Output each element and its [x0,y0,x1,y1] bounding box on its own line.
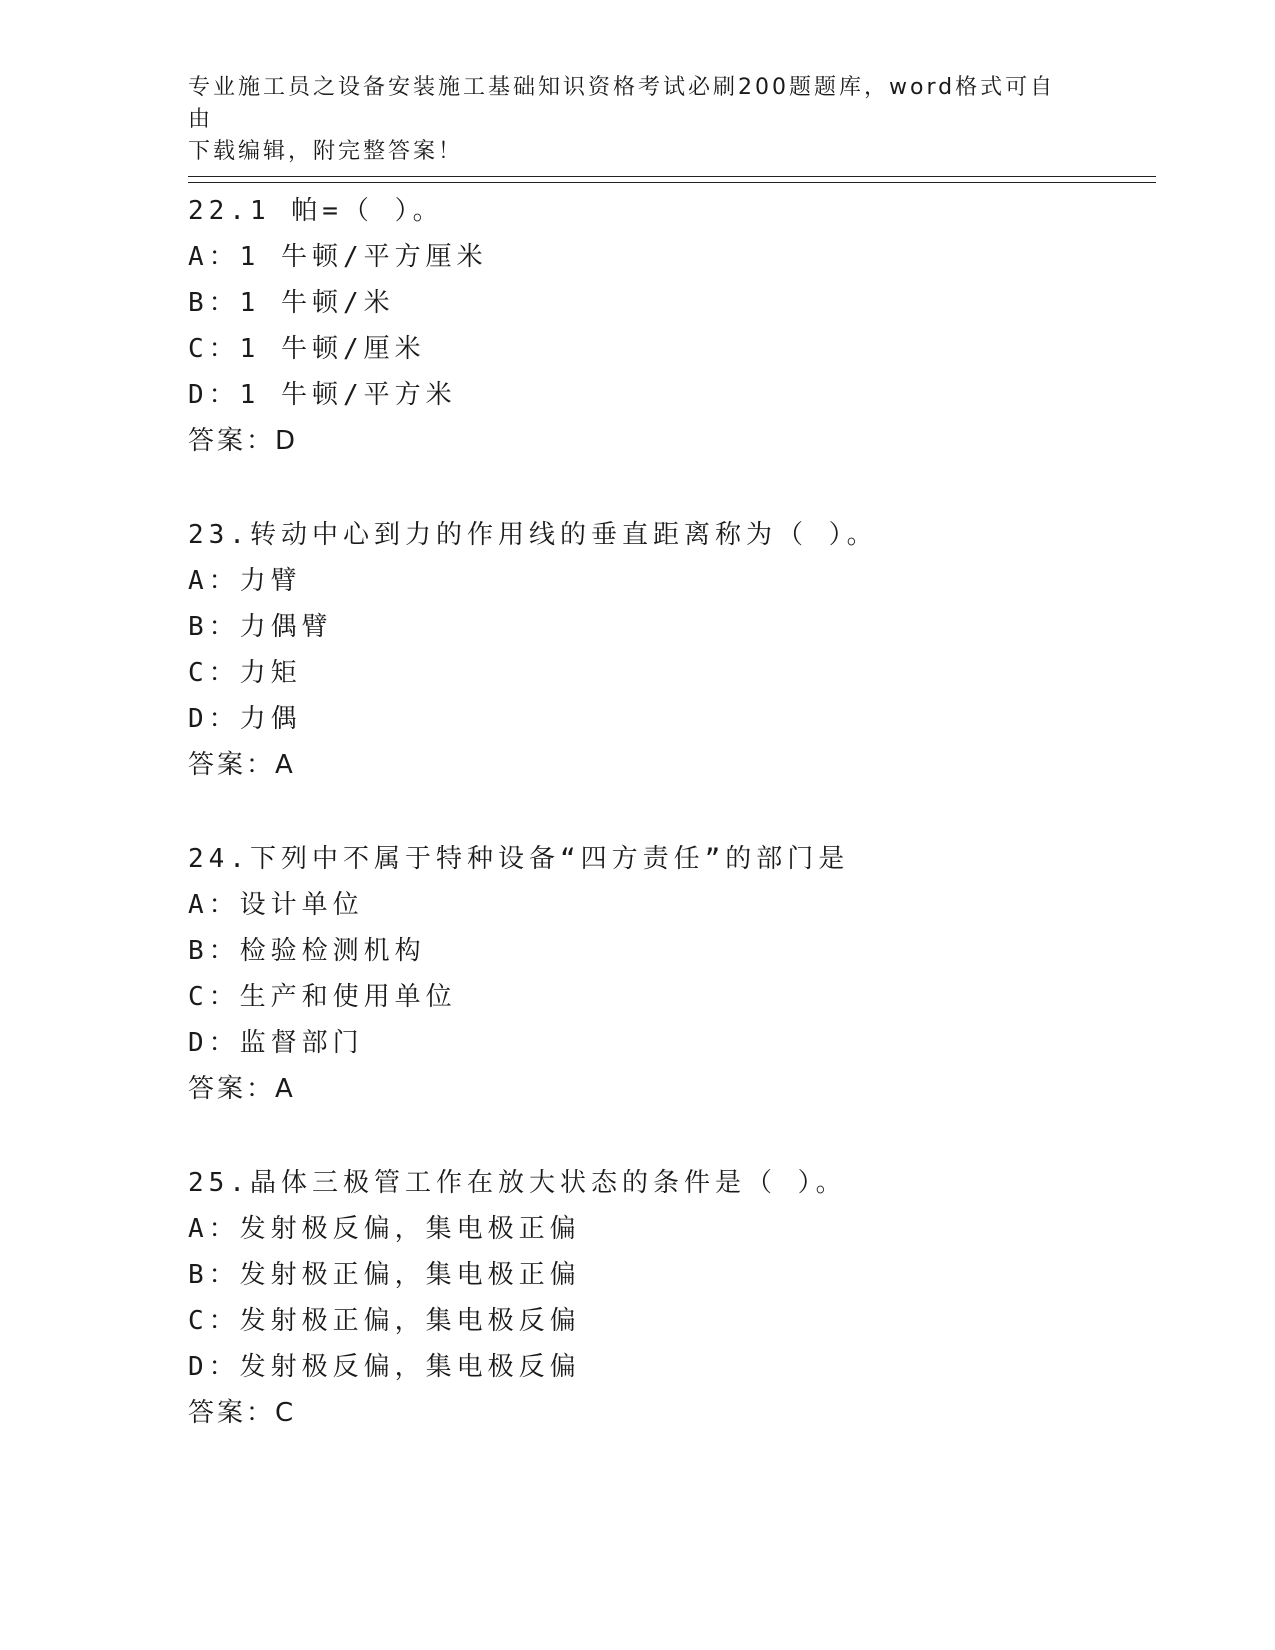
question-25 [188,1160,1148,1436]
option-c: C：力矩 [188,658,302,688]
option-c: C：生产和使用单位 [188,982,457,1012]
question-stem: 25.晶体三极管工作在放大状态的条件是（ ）。 [188,1168,847,1198]
answer-line: 答案：C [188,1398,297,1428]
question-stem: 22.1 帕=（ ）。 [188,196,444,226]
option-b: B：发射极正偏，集电极正偏 [188,1260,581,1290]
header-line-1: 专业施工员之设备安装施工基础知识资格考试必刷200题题库，word格式可自由 [188,75,1056,132]
answer-line: 答案：A [188,1074,296,1104]
option-a: A：发射极反偏，集电极正偏 [188,1214,581,1244]
question-stem: 24.下列中不属于特种设备“四方责任”的部门是 [188,844,850,874]
option-b: B：力偶臂 [188,612,333,642]
header-divider-top [188,176,1156,177]
document-header [188,72,1068,168]
option-d: D：监督部门 [188,1028,364,1058]
question-list [188,188,1148,1484]
answer-line: 答案：D [188,426,299,456]
option-b: B：1 牛顿/米 [188,288,395,318]
option-b: B：检验检测机构 [188,936,426,966]
header-line-2: 下载编辑，附完整答案！ [188,139,464,164]
option-d: D：1 牛顿/平方米 [188,380,457,410]
answer-line: 答案：A [188,750,296,780]
option-a: A：1 牛顿/平方厘米 [188,242,488,272]
question-24 [188,836,1148,1112]
option-c: C：发射极正偏，集电极反偏 [188,1306,581,1336]
question-23 [188,512,1148,788]
question-22 [188,188,1148,464]
option-c: C：1 牛顿/厘米 [188,334,426,364]
header-divider-bottom [188,182,1156,183]
option-d: D：发射极反偏，集电极反偏 [188,1352,581,1382]
option-d: D：力偶 [188,704,302,734]
option-a: A：力臂 [188,566,302,596]
question-stem: 23.转动中心到力的作用线的垂直距离称为（ ）。 [188,520,878,550]
option-a: A：设计单位 [188,890,364,920]
